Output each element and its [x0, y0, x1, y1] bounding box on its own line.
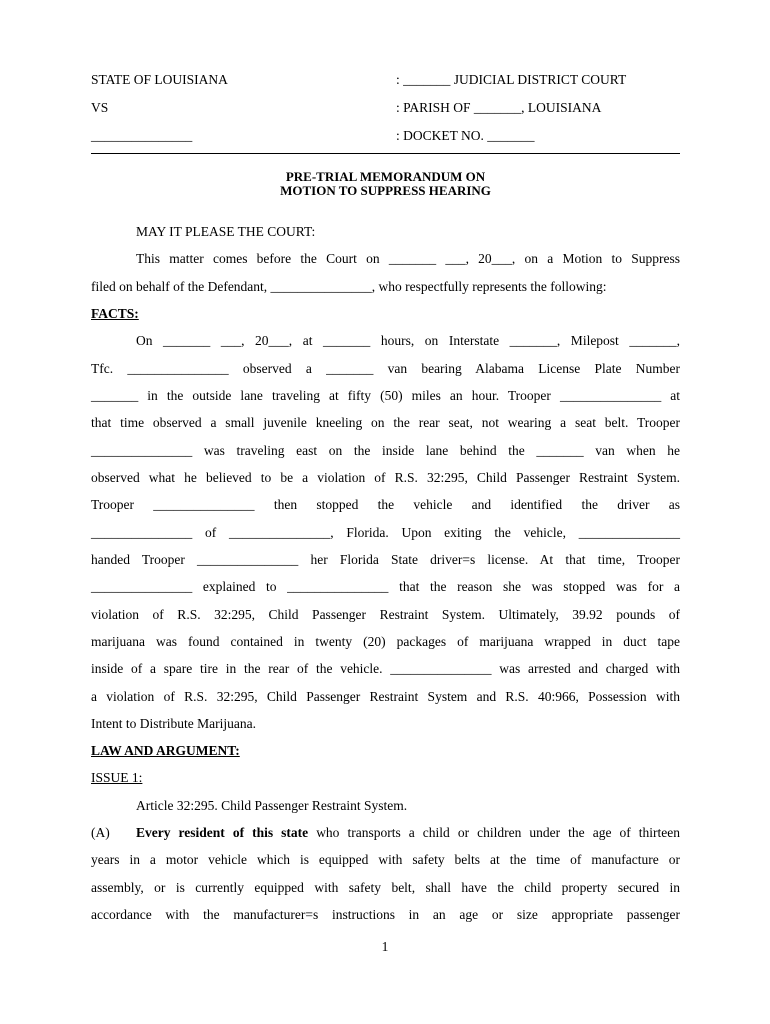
caption-docket: : DOCKET NO. _______ [396, 128, 535, 143]
issue-heading: ISSUE 1: [91, 770, 143, 785]
para-a-bold-text: Every resident of this state [136, 825, 309, 840]
facts-line-1: On _______ ___, 20___, at _______ hours, on Interstate _______, Milepost _______, [136, 333, 680, 348]
facts-line-12: marijuana was found contained in twenty (20) packages of marijuana wrapped in duct tape [91, 634, 680, 649]
facts-line-5: _______________ was traveling east on the inside lane behind the _______ van when he [91, 443, 680, 458]
para-a-line-3: assembly, or is currently equipped with safety belt, shall have the child property secured in [91, 880, 680, 895]
facts-line-4: that time observed a small juvenile kneeling on the rear seat, not wearing a seat belt. Trooper [91, 415, 680, 430]
facts-line-7: Trooper _______________ then stopped the vehicle and identified the driver as [91, 497, 680, 512]
caption-court: : _______ JUDICIAL DISTRICT COURT [396, 72, 627, 87]
memo-title-line-2: MOTION TO SUPPRESS HEARING [280, 183, 491, 198]
facts-heading: FACTS: [91, 306, 139, 321]
article-title: Article 32:295. Child Passenger Restraint System. [136, 798, 408, 813]
facts-line-11: violation of R.S. 32:295, Child Passenger Restraint System. Ultimately, 39.92 pounds of [91, 607, 680, 622]
caption-party-blank: _______________ [91, 128, 193, 143]
facts-line-3: _______ in the outside lane traveling at fifty (50) miles an hour. Trooper _______________ at [91, 388, 680, 403]
facts-line-2: Tfc. _______________ observed a _______ van bearing Alabama License Plate Number [91, 361, 680, 376]
facts-line-6: observed what he believed to be a violation of R.S. 32:295, Child Passenger Restraint System. [91, 470, 680, 485]
caption-state: STATE OF LOUISIANA [91, 72, 228, 87]
caption-vs: VS [91, 100, 109, 115]
para-a-line-4: accordance with the manufacturer=s instructions in an age or size appropriate passenger [91, 907, 680, 922]
facts-line-13: inside of a spare tire in the rear of the vehicle. _______________ was arrested and charged with [91, 661, 680, 676]
facts-line-14: a violation of R.S. 32:295, Child Passenger Restraint System and R.S. 40:966, Possession with [91, 689, 680, 704]
intro-line-2: filed on behalf of the Defendant, _______________, who respectfully represents the following: [91, 279, 607, 294]
law-argument-heading: LAW AND ARGUMENT: [91, 743, 240, 758]
facts-line-15: Intent to Distribute Marijuana. [91, 716, 256, 731]
caption-divider [91, 153, 680, 154]
caption-parish: : PARISH OF _______, LOUISIANA [396, 100, 602, 115]
facts-line-8: _______________ of _______________, Florida. Upon exiting the vehicle, _______________ [91, 525, 680, 540]
para-a-line-1 [136, 825, 680, 841]
facts-line-9: handed Trooper _______________ her Florida State driver=s license. At that time, Trooper [91, 552, 680, 567]
salutation: MAY IT PLEASE THE COURT: [136, 224, 316, 239]
para-a-rest-text: who transports a child or children under the age of thirteen [316, 825, 680, 840]
page-number: 1 [381, 939, 389, 954]
memo-title-line-1: PRE-TRIAL MEMORANDUM ON [285, 169, 486, 184]
para-a-line-2: years in a motor vehicle which is equipped with safety belts at the time of manufacture or [91, 852, 680, 867]
facts-line-10: _______________ explained to _______________ that the reason she was stopped was for a [91, 579, 680, 594]
intro-line-1: This matter comes before the Court on _______ ___, 20___, on a Motion to Suppress [136, 251, 680, 266]
para-a-label: (A) [91, 825, 110, 840]
